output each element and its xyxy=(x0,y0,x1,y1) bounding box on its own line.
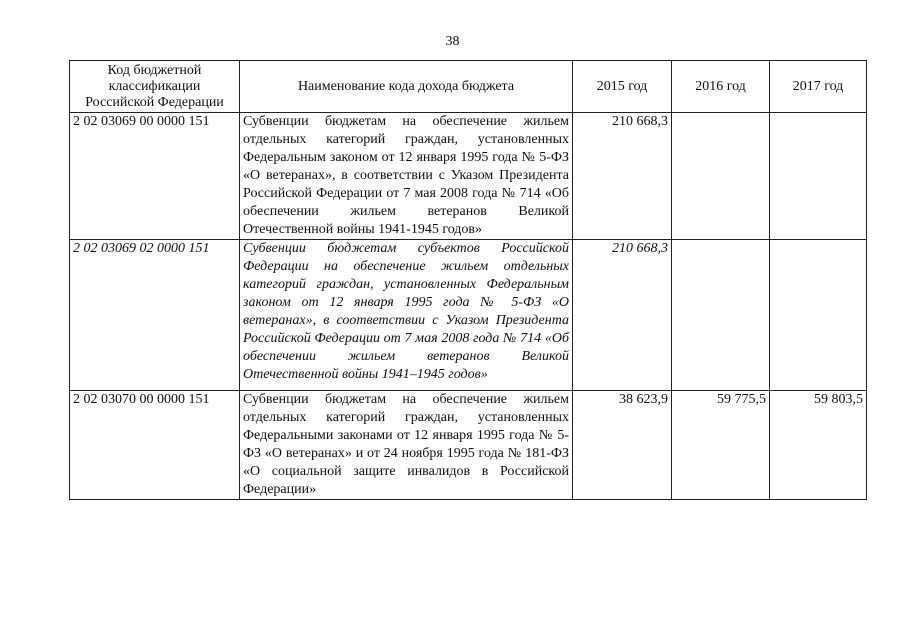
row-name: Субвенции бюджетам на обеспечение жильем отдельных категорий граждан, установленных Федеральными законами от 12 января 1995 года № 5-ФЗ «О ветеранах» и от 24 ноября 1995 года № 181-ФЗ «О социальной защите инвалидов в Российской Федерации» xyxy=(240,391,573,500)
table-header-row xyxy=(70,61,867,113)
row-value-2015: 38 623,9 xyxy=(573,391,672,500)
row-value-2016: 59 775,5 xyxy=(672,391,770,500)
row-code: 2 02 03069 00 0000 151 xyxy=(70,113,240,240)
header-2015: 2015 год xyxy=(573,61,672,113)
row-value-2015: 210 668,3 xyxy=(573,240,672,391)
row-code: 2 02 03070 00 0000 151 xyxy=(70,391,240,500)
row-value-2017: 59 803,5 xyxy=(770,391,867,500)
header-2016: 2016 год xyxy=(672,61,770,113)
header-code: Код бюджетной классификации Российской Федерации xyxy=(70,61,240,113)
row-value-2016 xyxy=(672,113,770,240)
row-value-2016 xyxy=(672,240,770,391)
row-value-2015: 210 668,3 xyxy=(573,113,672,240)
table-row xyxy=(70,113,867,240)
budget-table xyxy=(69,60,867,500)
row-name: Субвенции бюджетам субъектов Российской Федерации на обеспечение жильем отдельных категорий граждан, установленных Федеральным законом от 12 января 1995 года № 5-ФЗ «О ветеранах», в соответствии с Указом Президента Российской Федерации от 7 мая 2008 года № 714 «Об обеспечении жильем ветеранов Великой Отечественной войны 1941–1945 годов» xyxy=(240,240,573,391)
table-row xyxy=(70,240,867,391)
header-2017: 2017 год xyxy=(770,61,867,113)
table-row xyxy=(70,391,867,500)
page-number: 38 xyxy=(445,34,460,49)
row-value-2017 xyxy=(770,113,867,240)
row-name: Субвенции бюджетам на обеспечение жильем отдельных категорий граждан, установленных Федеральным законом от 12 января 1995 года № 5-ФЗ «О ветеранах», в соответствии с Указом Президента Российской Федерации от 7 мая 2008 года № 714 «Об обеспечении жильем ветеранов Великой Отечественной войны 1941-1945 годов» xyxy=(240,113,573,240)
row-code: 2 02 03069 02 0000 151 xyxy=(70,240,240,391)
row-value-2017 xyxy=(770,240,867,391)
header-name: Наименование кода дохода бюджета xyxy=(240,61,573,113)
